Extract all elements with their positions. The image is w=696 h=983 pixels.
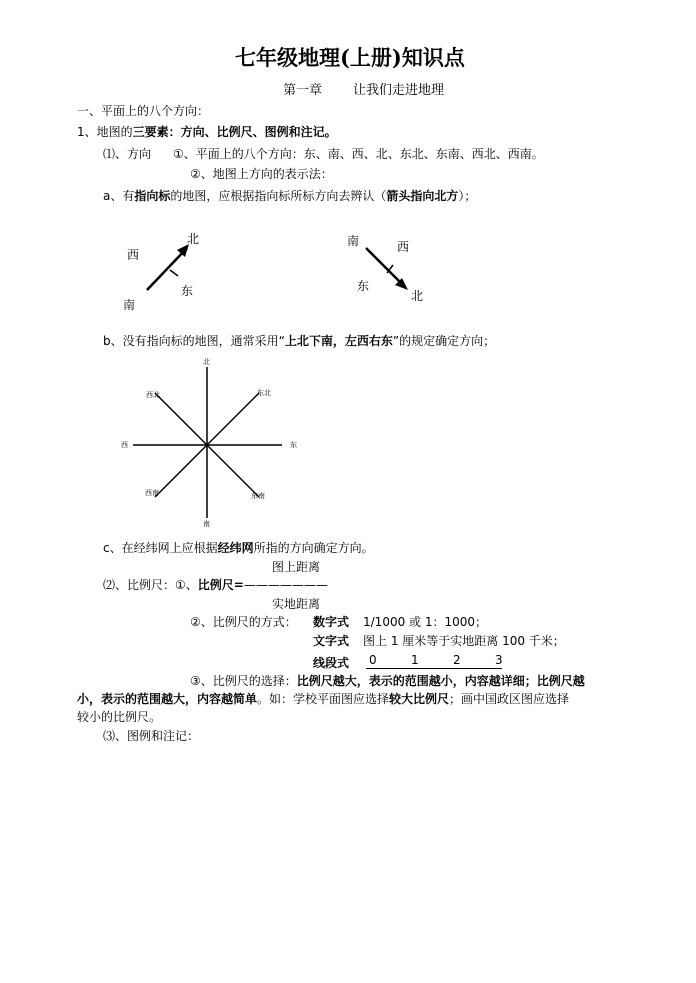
rule-c-prefix: c、在经纬网上应根据 [103,541,218,555]
numeric-form-label: 数字式 [313,615,350,629]
line-scale-tick-0: 0 [369,653,377,667]
scale-bold: 比例尺= [197,578,244,592]
scale-choice-bold-1: 比例尺越大，表示的范围越小，内容越详细；比例尺越 [296,674,585,688]
compass-northeast-label: 东北 [257,389,271,397]
direction-label: ⑴、方向 [103,147,152,161]
chapter-number: 第一章 [283,83,323,98]
line-form-label: 线段式 [313,656,350,670]
legend-heading: ⑶、图例和注记： [103,729,200,743]
rule-c [103,541,374,555]
scale-choice-bold-2: 小，表示的范围越大，内容越简单 [77,692,258,706]
rule-a-middle: 的地图，应根据指向标所标方向去辨认（ [170,189,387,203]
compass-west-label: 西 [121,441,128,449]
item1-prefix: 1、地图的 [77,125,133,139]
scale-choice-line-2 [77,692,569,706]
compass-southeast-label: 东南 [251,492,265,500]
text-form-value: 图上 1 厘米等于实地距离 100 千米； [363,634,565,648]
arrow2-north-label: 北 [411,289,424,303]
direction-point-2: ②、地图上方向的表示法： [190,167,333,181]
rule-c-bold: 经纬网 [217,541,254,555]
compass-northwest-label: 西北 [146,391,160,399]
rule-b-end: ”的规定确定方向； [392,334,496,348]
item1-line [77,125,337,139]
arrow1-north-label: 北 [187,232,200,246]
rule-a [103,189,476,203]
line-scale-baseline [366,668,502,669]
rule-a-bold-arrow-north: 箭头指向北方 [386,189,459,203]
rule-a-end: ）； [458,189,477,203]
direction-point-1: ①、平面上的八个方向：东、南、西、北、东北、东南、西北、西南。 [173,147,544,161]
item1-bold: 三要素：方向、比例尺、图例和注记。 [132,125,337,139]
compass-east-label: 东 [290,441,297,449]
arrow2-east-label: 东 [357,279,370,293]
rule-b-bold: 上北下南，左西右东 [284,334,393,348]
scale-formula-numerator: 图上距离 [272,560,321,574]
numeric-form-value: 1/1000 或 1：1000； [363,615,488,629]
scale-formula-denominator: 实地距离 [272,597,321,611]
scale-choice-prefix: ③、比例尺的选择： [190,674,297,688]
line-scale-tick-1: 1 [411,653,419,667]
arrow1-east-label: 东 [181,284,194,298]
scale-heading [103,578,328,592]
arrow2-west-label: 西 [397,240,410,254]
arrow1-west-label: 西 [127,248,140,262]
scale-choice-line-3: 较小的比例尺。 [77,710,162,724]
compass-southwest-label: 西南 [145,489,159,497]
compass-rose-diagram [0,0,1,1]
arrow1-south-label: 南 [123,298,136,312]
rule-b-prefix: b、没有指向标的地图，通常采用“ [103,334,285,348]
scale-choice-end: ；画中国政区图应选择 [449,692,570,706]
chapter-title: 让我们走进地理 [353,83,445,98]
rule-c-end: 所指的方向确定方向。 [253,541,374,555]
arrow2-south-label: 南 [347,234,360,248]
section-heading: 一、平面上的八个方向： [77,104,210,118]
line-scale-tick-2: 2 [453,653,461,667]
scale-ways-label: ②、比例尺的方式： [190,615,297,629]
compass-north-label: 北 [203,358,210,366]
scale-choice-line-1 [190,674,585,688]
page-title: 七年级地理(上册)知识点 [235,45,465,70]
scale-fraction-dashes: ——————— [243,578,328,592]
scale-choice-middle: 。如：学校平面图应选择 [257,692,390,706]
compass-south-label: 南 [203,520,210,528]
line-scale-tick-3: 3 [495,653,503,667]
rule-b [103,334,495,348]
rule-a-prefix: a、有 [103,189,135,203]
rule-a-bold-pointer: 指向标 [134,189,171,203]
text-form-label: 文字式 [313,634,350,648]
scale-choice-bold-3: 较大比例尺 [389,692,450,706]
scale-label: ⑵、比例尺：①、 [103,578,198,592]
